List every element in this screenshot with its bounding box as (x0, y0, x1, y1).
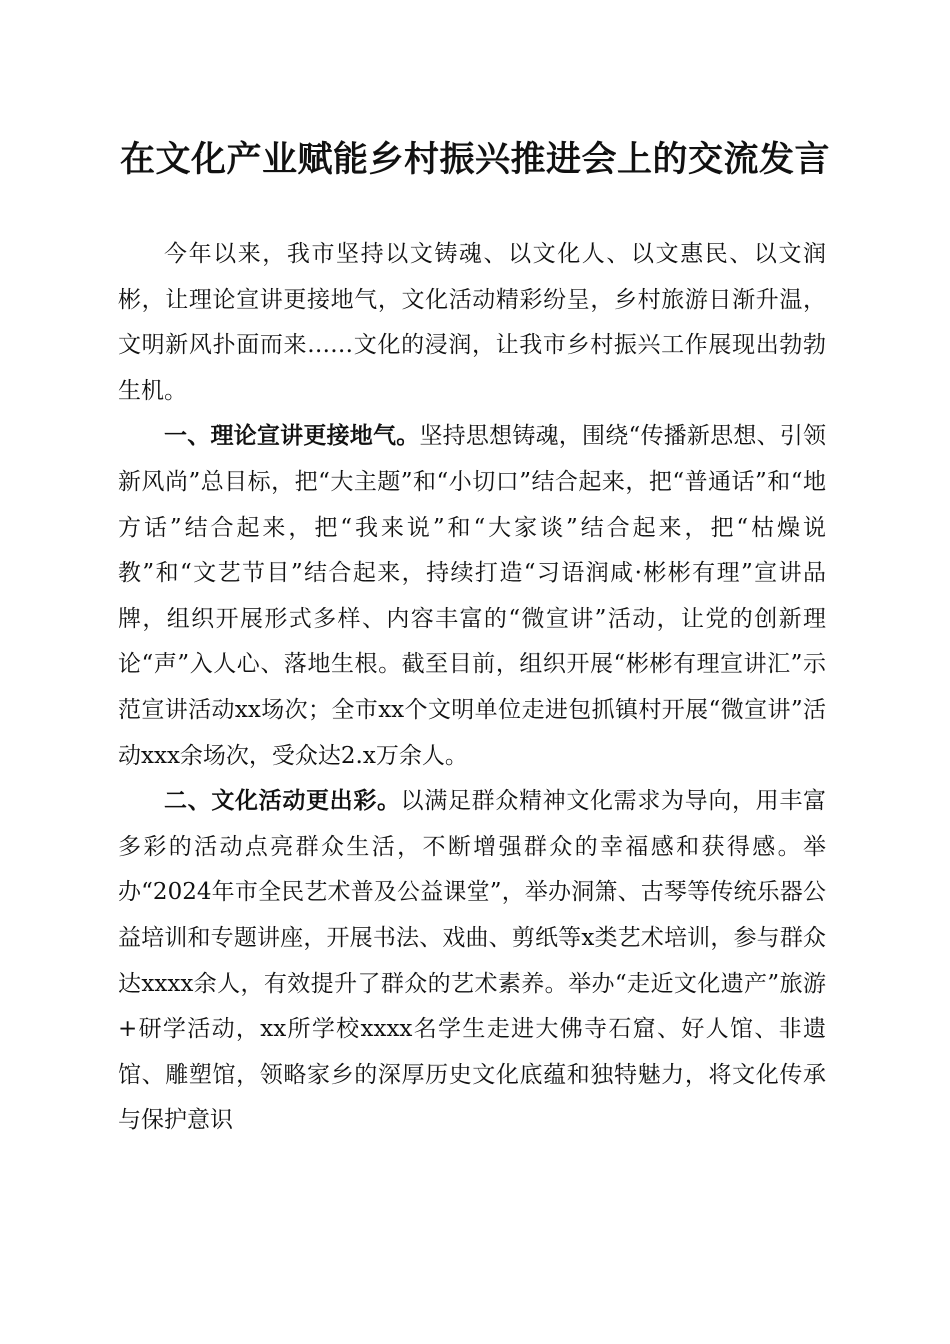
section-text-1: 坚持思想铸魂，围绕“传播新思想、引领新风尚”总目标，把“大主题”和“小切口”结合起来，把“普通话”和“地方话”结合起来，把“我来说”和“大家谈”结合起来，把“枯燥说教”和“文艺节目”结合起来，持续打造“习语润咸·彬彬有理”宣讲品牌，组织开展形式多样、内容丰富的“微宣讲”活动，让党的创新理论“声”入人心、落地生根。截至目前，组织开展“彬彬有理宣讲汇”示范宣讲活动xx场次；全市xx个文明单位走进包抓镇村开展“微宣讲”活动xxx余场次，受众达2.x万余人。 (118, 423, 826, 769)
section-paragraph-2 (118, 779, 826, 1144)
section-paragraph-1 (118, 414, 826, 779)
section-text-2: 以满足群众精神文化需求为导向，用丰富多彩的活动点亮群众生活，不断增强群众的幸福感和获得感。举办“2024年市全民艺术普及公益课堂”，举办洞箫、古琴等传统乐器公益培训和专题讲座，开展书法、戏曲、剪纸等x类艺术培训，参与群众达xxxx余人，有效提升了群众的艺术素养。举办“走近文化遗产”旅游+研学活动，xx所学校xxxx名学生走进大佛寺石窟、好人馆、非遗馆、雕塑馆，领略家乡的深厚历史文化底蕴和独特魅力，将文化传承与保护意识 (118, 788, 827, 1134)
document-title: 在文化产业赋能乡村振兴推进会上的交流发言 (119, 139, 830, 180)
section-heading-2: 二、文化活动更出彩。 (164, 788, 401, 815)
document-body (118, 232, 826, 1144)
section-heading-1: 一、理论宣讲更接地气。 (164, 423, 420, 450)
intro-paragraph: 今年以来，我市坚持以文铸魂、以文化人、以文惠民、以文润彬，让理论宣讲更接地气，文化活动精彩纷呈，乡村旅游日渐升温，文明新风扑面而来……文化的浸润，让我市乡村振兴工作展现出勃勃生机。 (118, 241, 826, 404)
